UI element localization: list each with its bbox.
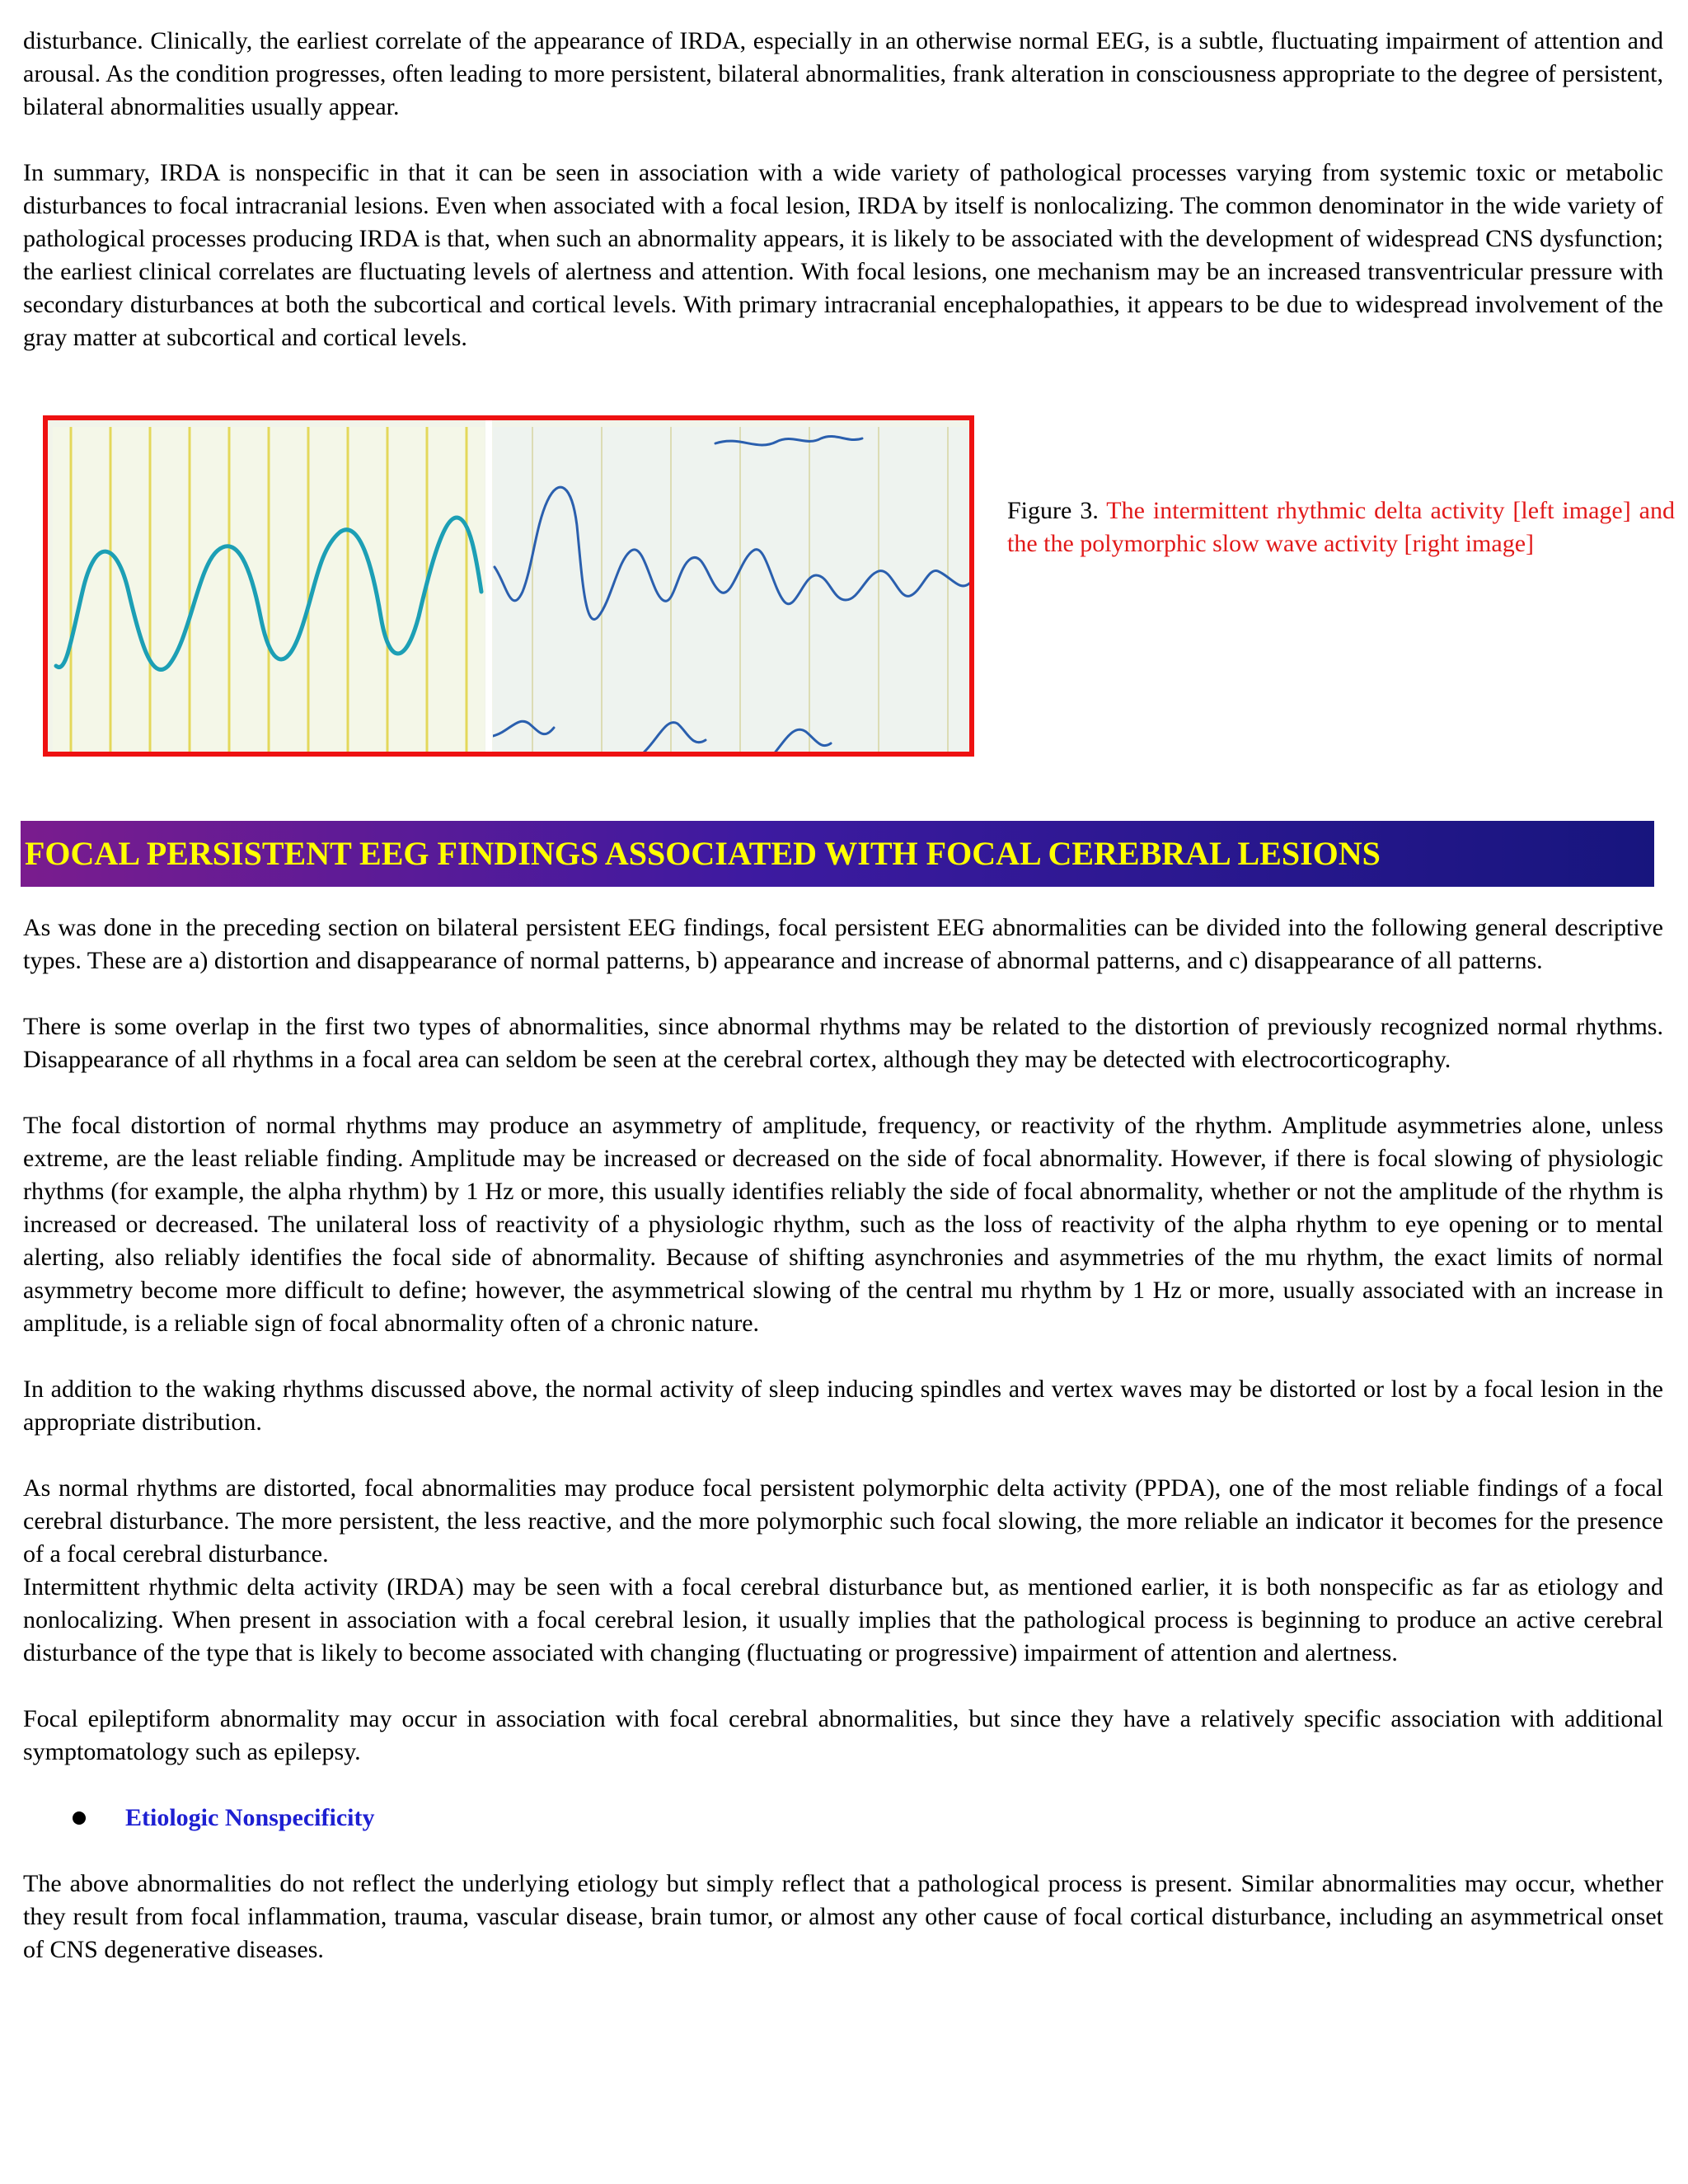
- section-heading: FOCAL PERSISTENT EEG FINDINGS ASSOCIATED WITH FOCAL CEREBRAL LESIONS: [21, 821, 1654, 887]
- paragraph-irda-summary: In summary, IRDA is nonspecific in that it can be seen in association with a wide variety of pathological processes varying from systemic toxic or metabolic disturbances to focal intracranial lesions. Even when associated with a focal lesion, IRDA by itself is nonlocalizing. The common denominator in the wide variety of pathological processes producing IRDA is that, when such an abnormality appears, it is likely to be associated with the development of widespread CNS dysfunction; the earliest clinical correlates are fluctuating levels of alertness and attention. With focal lesions, one mechanism may be an increased transventricular pressure with secondary disturbances at both the subcortical and cortical levels. With primary intracranial encephalopathies, it appears to be due to widespread involvement of the gray matter at subcortical and cortical levels.: [23, 159, 1663, 351]
- bullet-item: [23, 1802, 1663, 1841]
- paragraph-overlap: There is some overlap in the first two types of abnormalities, since abnormal rhythms may be related to the distortion of previously recognized normal rhythms. Disappearance of all rhythms in a focal area can seldom be seen at the cerebral cortex, although they may be detected with electrocorticography.: [23, 1013, 1663, 1073]
- paragraph-etiology: The above abnormalities do not reflect the underlying etiology but simply reflect that a pathological process is present. Similar abnormalities may occur, whether they result from focal inflammation, trauma, vascular disease, brain tumor, or almost any other cause of focal cortical disturbance, including an asymmetrical onset of CNS degenerative diseases.: [23, 1870, 1663, 1963]
- figure-3: [43, 415, 1675, 762]
- polymorphic-eeg-trace: [493, 427, 971, 755]
- irda-eeg-image: [53, 427, 485, 755]
- paragraph-descriptive-types: As was done in the preceding section on bilateral persistent EEG findings, focal persistent EEG abnormalities can be divided into the following general descriptive types. These are a) distortion and disappearance of normal patterns, b) appearance and increase of abnormal patterns, and c) disappearance of all patterns.: [23, 914, 1663, 974]
- figure-caption: [1007, 494, 1675, 560]
- paragraph-irda-focal: Intermittent rhythmic delta activity (IRDA) may be seen with a focal cerebral disturbance but, as mentioned earlier, it is both nonspecific as far as etiology and nonlocalizing. When present in association with a focal cerebral lesion, it usually implies that the pathological process is beginning to produce an active cerebral disturbance of the type that is likely to become associated with changing (fluctuating or progressive) impairment of attention and alertness.: [23, 1573, 1663, 1666]
- bullet-icon: [73, 1811, 86, 1825]
- polymorphic-eeg-image: [493, 427, 971, 755]
- paragraph-ppda: As normal rhythms are distorted, focal abnormalities may produce focal persistent polymorphic delta activity (PPDA), one of the most reliable findings of a focal cerebral disturbance. The more persistent, the less reactive, and the more polymorphic such focal slowing, the more reliable an indicator it becomes for the presence of a focal cerebral disturbance.: [23, 1474, 1663, 1568]
- figure-divider: [485, 420, 492, 757]
- figure-label: Figure 3.: [1007, 497, 1099, 524]
- document-page: [23, 25, 1675, 1999]
- paragraph-focal-distortion: The focal distortion of normal rhythms may produce an asymmetry of amplitude, frequency, or reactivity of the rhythm. Amplitude asymmetries alone, unless extreme, are the least reliable finding. Amplitude may be increased or decreased on the side of focal abnormality. However, if there is focal slowing of physiologic rhythms (for example, the alpha rhythm) by 1 Hz or more, this usually identifies reliably the side of focal abnormality, whether or not the amplitude of the rhythm is increased or decreased. The unilateral loss of reactivity of a physiologic rhythm, such as the loss of reactivity of the alpha rhythm to eye opening or to mental alerting, also reliably identifies the focal side of abnormality. Because of shifting asynchronies and asymmetries of the mu rhythm, the exact limits of normal asymmetry become more difficult to define; however, the asymmetrical slowing of the central mu rhythm by 1 Hz or more, usually associated with an increase in amplitude, is a reliable sign of focal abnormality often of a chronic nature.: [23, 1112, 1663, 1337]
- bullet-label-etiologic-nonspecificity: Etiologic Nonspecificity: [125, 1804, 375, 1831]
- paragraph-irda-clinical: disturbance. Clinically, the earliest correlate of the appearance of IRDA, especially in an otherwise normal EEG, is a subtle, fluctuating impairment of attention and arousal. As the condition progresses, often leading to more persistent, bilateral abnormalities, frank alteration in consciousness appropriate to the degree of persistent, bilateral abnormalities usually appear.: [23, 27, 1663, 120]
- irda-eeg-trace: [53, 427, 485, 755]
- figure-image-frame: [43, 415, 974, 757]
- paragraph-sleep-rhythms: In addition to the waking rhythms discussed above, the normal activity of sleep inducing spindles and vertex waves may be distorted or lost by a focal lesion in the appropriate distribution.: [23, 1376, 1663, 1436]
- figure-caption-text: The intermittent rhythmic delta activity [left image] and the the polymorphic slow wave activity [right image]: [1007, 497, 1675, 557]
- paragraph-epileptiform: Focal epileptiform abnormality may occur in association with focal cerebral abnormalities, but since they have a relatively specific association with additional symptomatology such as epilepsy.: [23, 1705, 1663, 1765]
